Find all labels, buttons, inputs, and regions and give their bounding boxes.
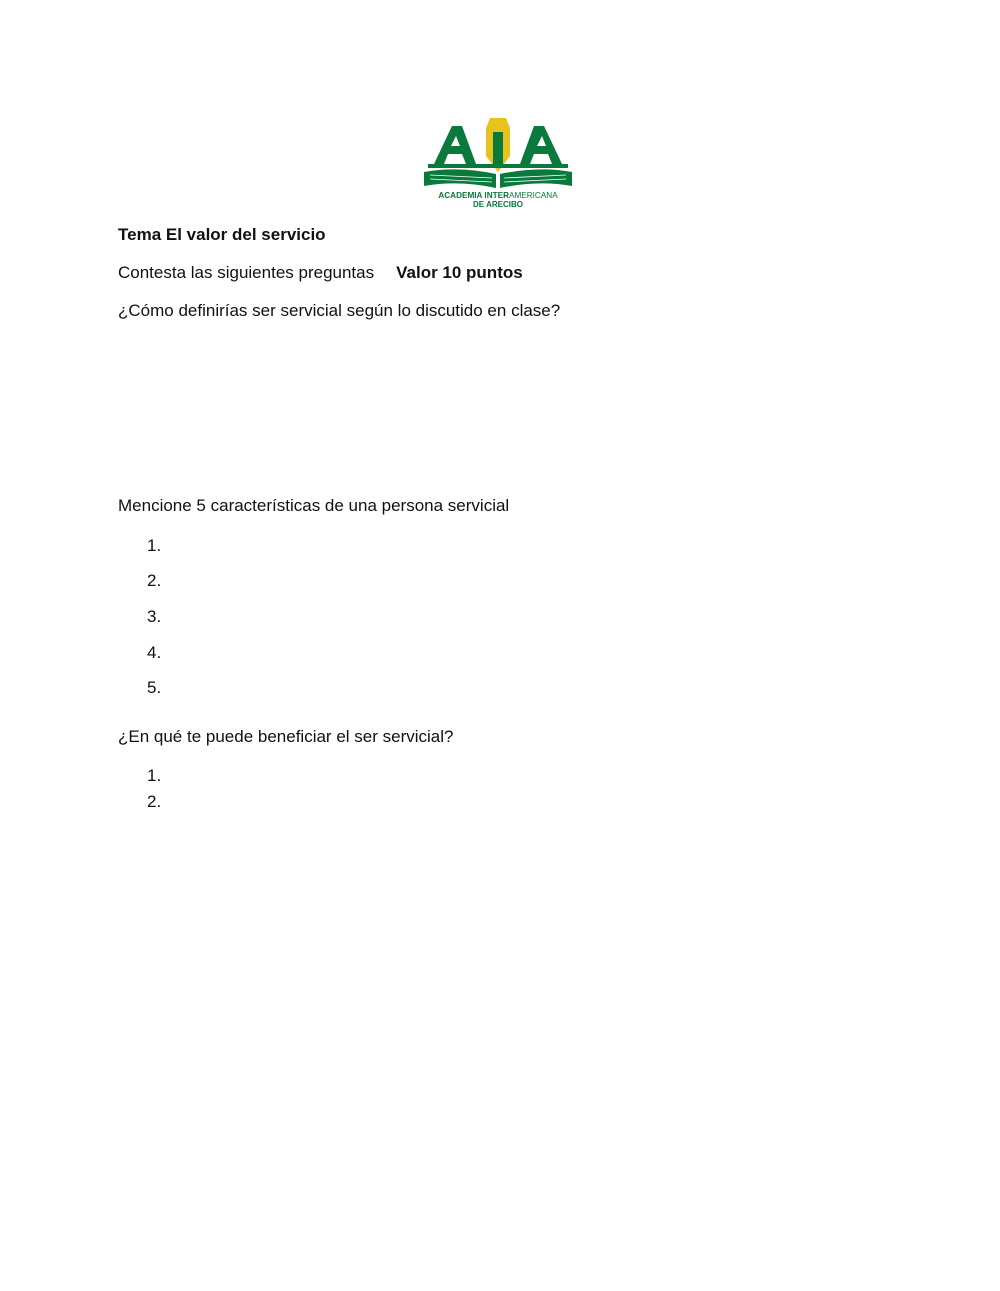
logo-text-1a: ACADEMIA (438, 191, 485, 200)
instructions-text: Contesta las siguientes preguntas (118, 263, 375, 282)
list-item: 3. (147, 607, 162, 626)
logo-text-1c: AMERICANA (508, 191, 558, 200)
instructions-line (118, 262, 523, 284)
list-item: 1. (147, 536, 162, 555)
question-2: Mencione 5 características de una persona servicial (118, 496, 510, 515)
points-value: Valor 10 puntos (396, 263, 523, 282)
logo-text-2: DE ARECIBO (473, 200, 523, 209)
list-item: 1. (147, 766, 162, 785)
question-1: ¿Cómo definirías ser servicial según lo discutido en clase? (118, 301, 561, 320)
worksheet-title: Tema El valor del servicio (118, 225, 326, 244)
list-item: 4. (147, 643, 162, 662)
svg-text:ACADEMIA INTERAMERICANA (438, 191, 558, 200)
list-item: 5. (147, 678, 162, 697)
logo-text-1b: INTER (484, 191, 509, 200)
school-logo (418, 114, 578, 210)
question-3: ¿En qué te puede beneficiar el ser servicial? (118, 727, 454, 746)
list-item: 2. (147, 571, 162, 590)
list-item: 2. (147, 792, 162, 811)
